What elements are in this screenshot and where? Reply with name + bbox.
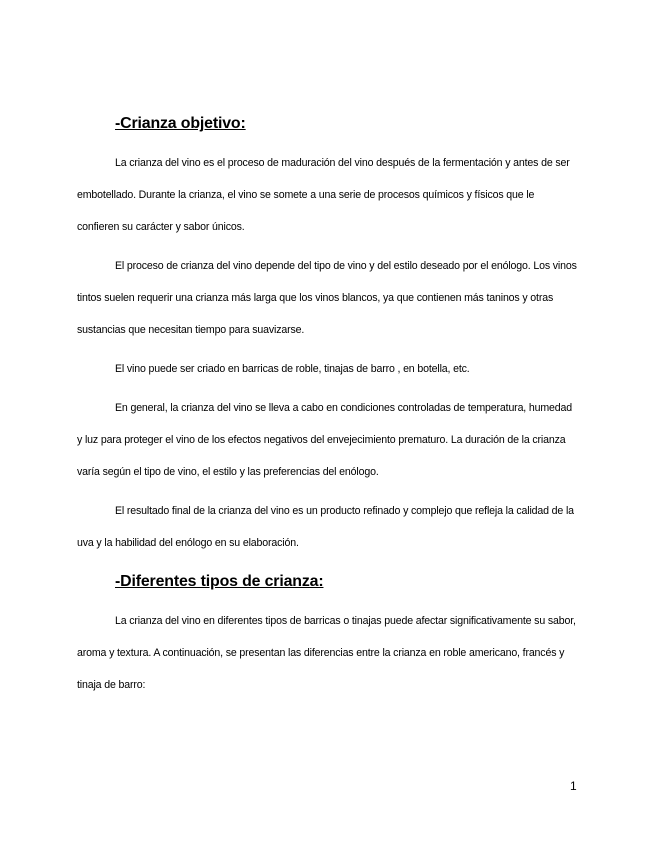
paragraph: La crianza del vino es el proceso de maduración del vino después de la fermentación y antes de ser embotellado. Durante la crianza, el vino se somete a una serie de procesos químicos y físicos que le confieren su carácter y sabor únicos.: [77, 157, 570, 233]
page-number: 1: [570, 779, 577, 793]
paragraph: En general, la crianza del vino se lleva a cabo en condiciones controladas de temperatura, humedad y luz para proteger el vino de los efectos negativos del envejecimiento prematuro. La duración de la crianza varía según el tipo de vino, el estilo y las preferencias del enólogo.: [77, 402, 573, 478]
section-heading-tipos-de-crianza: -Diferentes tipos de crianza:: [115, 573, 324, 590]
paragraph: La crianza del vino en diferentes tipos de barricas o tinajas puede afectar significativamente su sabor, aroma y textura. A continuación, se presentan las diferencias entre la crianza en roble americano, francés y tinaja de barro:: [77, 615, 576, 691]
document-body: [77, 113, 577, 713]
paragraph: El resultado final de la crianza del vino es un producto refinado y complejo que refleja la calidad de la uva y la habilidad del enólogo en su elaboración.: [77, 505, 574, 549]
paragraph: El proceso de crianza del vino depende del tipo de vino y del estilo deseado por el enólogo. Los vinos tintos suelen requerir una crianza más larga que los vinos blancos, ya que contienen más taninos y otras sustancias que necesitan tiempo para suavizarse.: [77, 260, 577, 336]
paragraph: El vino puede ser criado en barricas de roble, tinajas de barro , en botella, etc.: [115, 363, 470, 375]
section-heading-crianza-objetivo: -Crianza objetivo:: [115, 115, 246, 132]
